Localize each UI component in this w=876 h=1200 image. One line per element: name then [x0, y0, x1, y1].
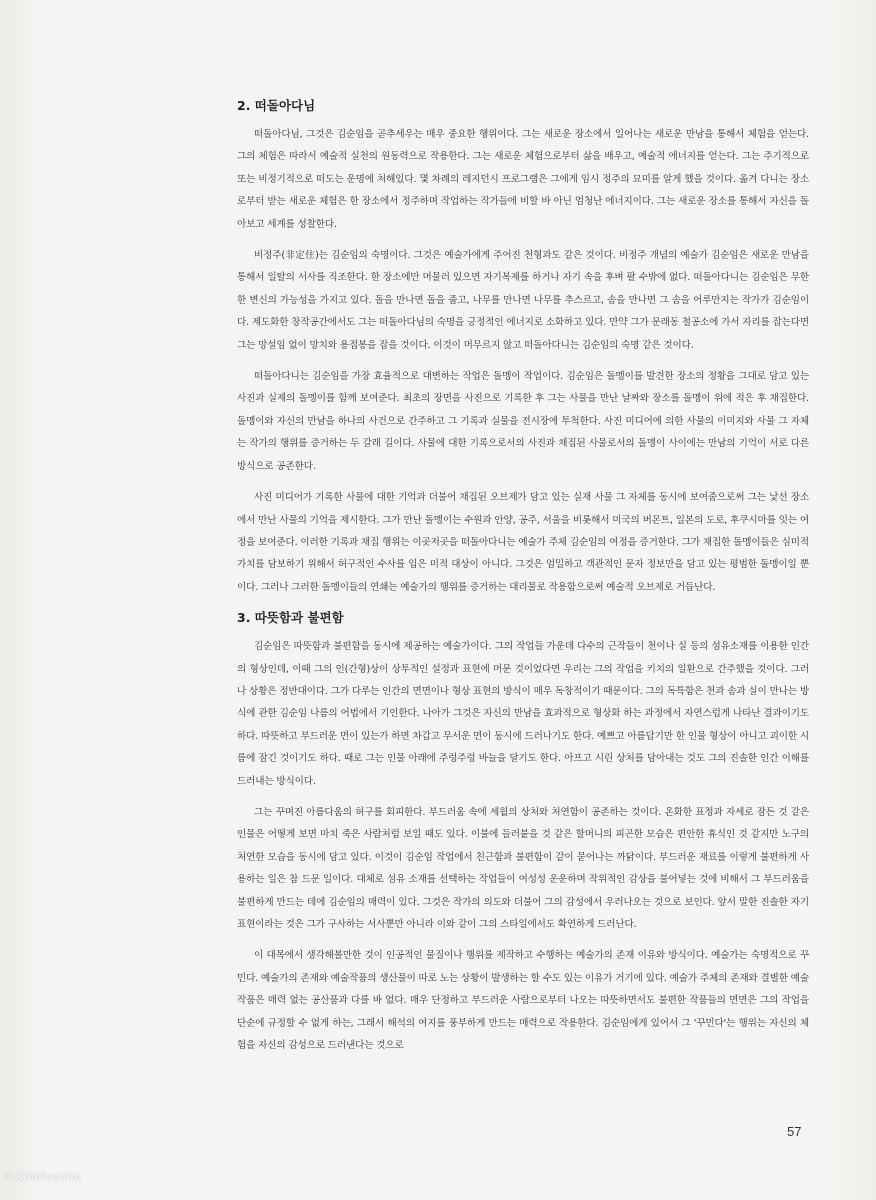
section-heading-warmth-discomfort: 3. 따뜻함과 불편함 [237, 610, 344, 626]
paragraph: 사진 미디어가 기록한 사물에 대한 기억과 더불어 채집된 오브제가 담고 있는 실재 사물 그 자체를 동시에 보여줌으로써 그는 낯선 장소에서 만난 사물의 기억을 제시한다. 그가 만난 돌멩이는 수원과 안양, 공주, 서울을 비롯해서 미국의 버몬트, 일본의 도로, 후쿠시마를 잇는 여정을 보여준다. 이러한 기록과 채집 행위는 이곳저곳을 떠돌아다니는 예술가 주체 김순임의 여정을 증거한다. 그가 채집한 돌멩이들은 심미적 가치를 담보하기 위해서 허구적인 수사를 입은 미적 대상이 아니다. 그것은 엄밀하고 객관적인 문자 정보만을 담고 있는 평범한 돌멩이일 뿐이다. 그러나 그러한 돌멩이들의 연쇄는 예술가의 행위를 증거하는 대리물로 작용함으로써 예술적 오브제로 거듭난다. [237, 492, 809, 593]
paragraph: 이 대목에서 생각해볼만한 것이 인공적인 물질이나 행위를 제작하고 수행하는 예술가의 존재 이유와 방식이다. 예술가는 숙명적으로 꾸민다. 예술가의 존재와 예술작품의 생산물이 따로 노는 상황이 발생하는 할 수도 있는 이유가 거기에 있다. 예술가 주체의 존재와 결별한 예술 작품은 매력 없는 공산품과 다를 바 없다. 매우 단정하고 부드러운 사람으로부터 나오는 따뜻하면서도 불편한 작품들의 면면은 그의 작업을 단순에 규정할 수 없게 하는, 그래서 해석의 여지를 풍부하게 만드는 매력으로 작용한다. 김순임에게 있어서 그 '꾸민다'는 행위는 자신의 체험을 자신의 감성으로 드러낸다는 것으로 [237, 950, 809, 1052]
copyright-watermark: ©KimSoonim [4, 1170, 81, 1183]
page-number: 57 [787, 1124, 802, 1139]
paragraph: 그는 꾸며진 아름다움의 허구를 회피한다. 부드러움 속에 세월의 상처와 처연함이 공존하는 것이다. 온화한 표정과 자세로 잠든 것 같은 인물은 어떻게 보면 마치 죽은 사람처럼 보일 때도 있다. 이불에 들러붙을 것 같은 할머니의 피곤한 모습은 편안한 휴식인 것 같지만 노구의 처연한 모습을 동시에 담고 있다. 이것이 김순임 작업에서 친근함과 불편함이 같이 묻어나는 까닭이다. 부드러운 재료를 이렇게 불편하게 사용하는 일은 참 드문 일이다. 대체로 섬유 소재를 선택하는 작업들이 여성성 운운하며 작위적인 감상을 불어넣는 것에 비해서 그 부드러움을 불편하게 만드는 데에 김순임의 매력이 있다. 그것은 작가의 의도와 더불어 그의 감성에서 우러나오는 것으로 보인다. 앞서 말한 진솔한 자기표현이라는 것은 그가 구사하는 서사뿐만 아니라 이와 같이 그의 스타일에서도 확연하게 드러난다. [237, 806, 809, 930]
section-heading-wandering: 2. 떠돌아다님 [237, 98, 316, 113]
article-body [237, 96, 809, 1066]
paragraph: 떠돌아다니는 김순임을 가장 효율적으로 대변하는 작업은 돌멩이 작업이다. 김순임은 돌멩이를 발견한 장소의 정황을 그대로 담고 있는 사진과 실제의 돌멩이를 함께 보여준다. 최초의 장면을 사진으로 기록한 후 그는 사물을 만난 날짜와 장소를 돌멩이 위에 적은 후 채집한다. 돌멩이와 자신의 만남을 하나의 사건으로 간주하고 그 기록과 실물을 전시장에 투척한다. 사진 미디어에 의한 사물의 이미지와 사물 그 자체는 작가의 행위를 증거하는 두 갈래 길이다. 사물에 대한 기록으로서의 사진과 채집된 사물로서의 돌멩이 사이에는 만남의 기억이 서로 다른 방식으로 공존한다. [237, 371, 809, 472]
paragraph: 떠돌아다님, 그것은 김순임을 곧추세우는 매우 중요한 행위이다. 그는 새로운 장소에서 일어나는 새로운 만남을 통해서 체험을 얻는다. 그의 체험은 따라서 예술적 실천의 원동력으로 작용한다. 그는 새로운 체험으로부터 삶을 배우고, 예술적 에너지를 얻는다. 그는 주기적으로 또는 비정기적으로 떠도는 운명에 처해있다. 몇 차례의 레지던시 프로그램은 그에게 임시 정주의 묘미를 알게 했을 것이다. 옮겨 다니는 장소로부터 받는 새로운 체험은 한 장소에서 정주하며 작업하는 작가들에 비할 바 아닌 엄청난 에너지이다. 그는 새로운 장소를 통해서 자신을 돌아보고 세계를 성찰한다. [237, 129, 809, 230]
paragraph: 비정주(非定住)는 김순임의 숙명이다. 그것은 예술가에게 주어진 천형과도 같은 것이다. 비정주 개념의 예술가 김순임은 새로운 만남을 통해서 일탈의 서사를 직조한다. 한 장소에만 머물러 있으면 자기복제를 하거나 자기 속을 후벼 팔 수밖에 없다. 떠돌아다니는 김순임은 무한한 변신의 가능성을 가지고 있다. 돌을 만나면 돌을 줍고, 나무를 만나면 나무를 추스르고, 솜을 만나면 그 솜을 어루만지는 작가가 김순임이다. 제도화한 창작공간에서도 그는 떠돌아다님의 숙명을 긍정적인 에너지로 소화하고 있다. 만약 그가 문래동 철공소에 가서 자리를 잡는다면 그는 망설임 없이 망치와 용접봉을 잡을 것이다. 이것이 머무르지 않고 떠돌아다니는 김순임의 숙명 같은 것이다. [237, 250, 809, 351]
paragraph: 김순임은 따뜻함과 불편함을 동시에 제공하는 예술가이다. 그의 작업들 가운데 다수의 근작들이 천이나 실 등의 섬유소재를 이용한 인간의 형상인데, 이때 그의 인(간형)상이 상투적인 설정과 표현에 머문 것이었다면 우리는 그의 작업을 키치의 일환으로 간주했을 것이다. 그러나 상황은 정반대이다. 그가 다루는 인간의 면면이나 형상 표현의 방식이 매우 독창적이기 때문이다. 그의 독특함은 천과 솜과 실이 만나는 방식에 관한 김순임 나름의 어법에서 기인한다. 나아가 그것은 자신의 만남을 효과적으로 형상화 하는 과정에서 자연스럽게 나타난 결과이기도 하다. 따뜻하고 부드러운 면이 있는가 하면 차갑고 무서운 면이 동시에 드러나기도 한다. 예쁘고 아름답기만 한 인물 형상이 아니고 괴이한 시름에 잠긴 것이기도 하다. 때로 그는 인물 아래에 주렁주렁 바늘을 달기도 한다. 아프고 시린 상처를 담아내는 것도 그의 진솔한 인간 이해를 드러내는 방식이다. [237, 641, 809, 787]
